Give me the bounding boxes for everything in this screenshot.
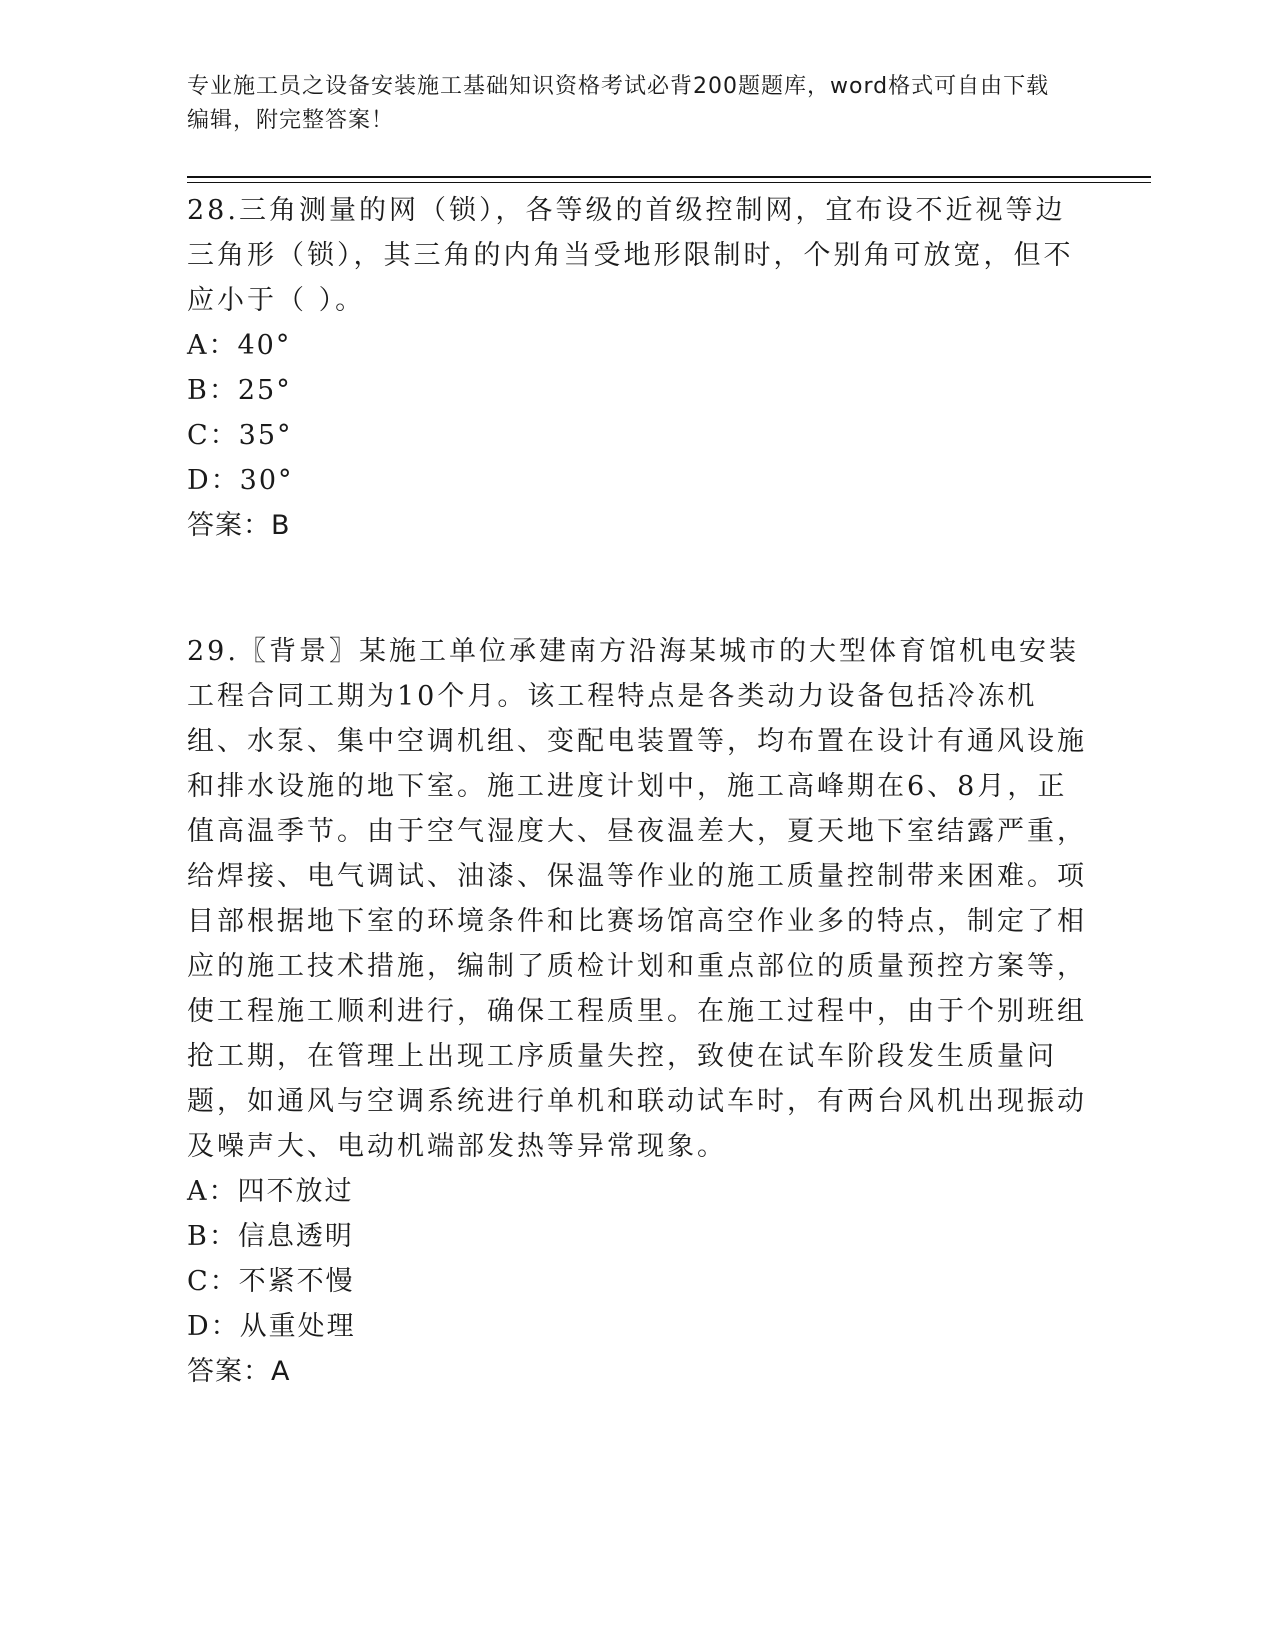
header-rule-thin bbox=[187, 182, 1151, 183]
option-key: B： bbox=[187, 1221, 238, 1252]
option-key: C： bbox=[187, 420, 239, 451]
option-key: B： bbox=[187, 375, 238, 406]
option-d bbox=[187, 458, 1087, 503]
option-key: C： bbox=[187, 1266, 239, 1297]
option-key: A： bbox=[187, 330, 238, 361]
option-key: D： bbox=[187, 465, 240, 496]
option-a bbox=[187, 323, 1087, 368]
answer: 答案：B bbox=[187, 510, 291, 541]
header-rule-thick bbox=[187, 176, 1151, 178]
question-list bbox=[187, 188, 1087, 1395]
option-c bbox=[187, 1259, 1087, 1304]
option-value: 四不放过 bbox=[237, 1176, 354, 1207]
question-text: 29.〖背景〗某施工单位承建南方沿海某城市的大型体育馆机电安装工程合同工期为10个月。该工程特点是各类动力设备包括冷冻机组、水泵、集中空调机组、变配电装置等，均布置在设计有通风设施和排水设施的地下室。施工进度计划中，施工高峰期在6、8月，正值高温季节。由于空气湿度大、昼夜温差大，夏天地下室结露严重，给焊接、电气调试、油漆、保温等作业的施工质量控制带来困难。项目部根据地下室的环境条件和比赛场馆高空作业多的特点，制定了相应的施工技术措施，编制了质检计划和重点部位的质量预控方案等，使工程施工顺利进行，确保工程质里。在施工过程中，由于个别班组抢工期，在管理上出现工序质量失控，致使在试车阶段发生质量问题，如通风与空调系统进行单机和联动试车时，有两台风机出现振动及噪声大、电动机端部发热等异常现象。 bbox=[187, 636, 1087, 1162]
question-29 bbox=[187, 629, 1087, 1395]
question-28 bbox=[187, 188, 1087, 549]
option-b bbox=[187, 1214, 1087, 1259]
option-value: 25° bbox=[237, 375, 292, 406]
option-value: 信息透明 bbox=[237, 1221, 354, 1252]
option-value: 35° bbox=[238, 420, 293, 451]
option-a bbox=[187, 1169, 1087, 1214]
option-key: A： bbox=[187, 1176, 238, 1207]
option-value: 从重处理 bbox=[239, 1311, 356, 1342]
option-value: 40° bbox=[237, 330, 292, 361]
option-value: 不紧不慢 bbox=[238, 1266, 355, 1297]
option-key: D： bbox=[187, 1311, 240, 1342]
option-d bbox=[187, 1304, 1087, 1349]
option-b bbox=[187, 368, 1087, 413]
option-value: 30° bbox=[239, 465, 294, 496]
answer: 答案：A bbox=[187, 1356, 291, 1387]
option-c bbox=[187, 413, 1087, 458]
question-text: 28.三角测量的网（锁），各等级的首级控制网，宜布设不近视等边三角形（锁），其三角的内角当受地形限制时，个别角可放宽，但不应小于（ ）。 bbox=[187, 195, 1074, 316]
document-header: 专业施工员之设备安装施工基础知识资格考试必背200题题库，word格式可自由下载编辑，附完整答案！ bbox=[187, 74, 1050, 133]
spacer bbox=[187, 549, 1087, 629]
